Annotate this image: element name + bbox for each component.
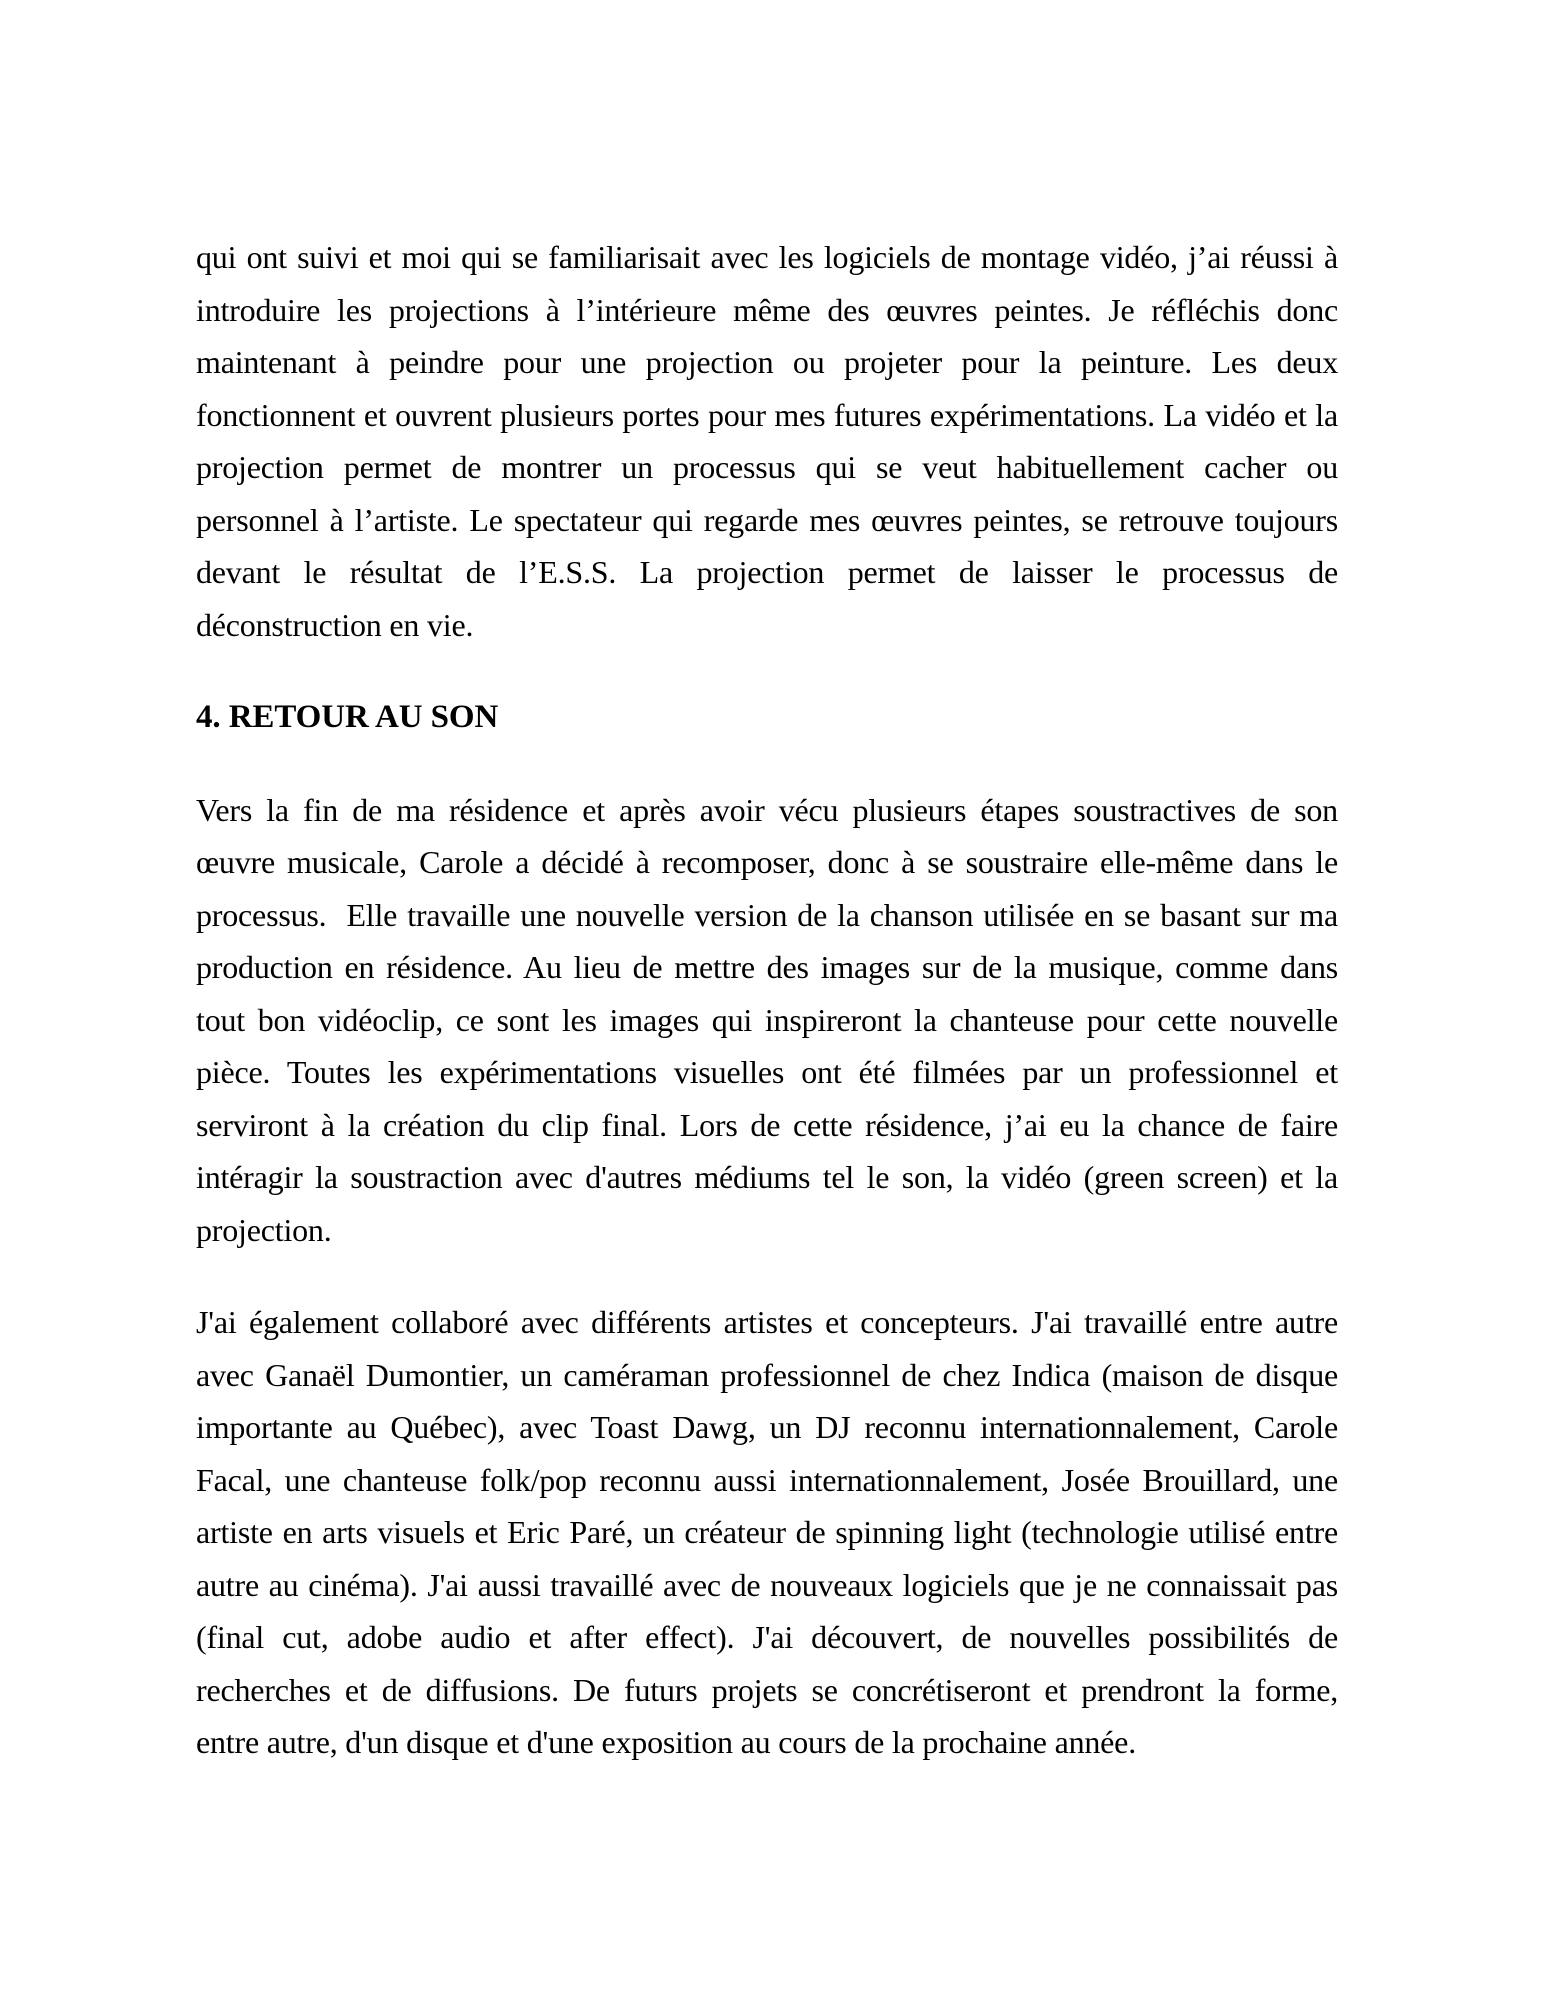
- text-line: œuvre musicale, Carole a décidé à recomposer, donc à se soustraire elle-même dans le: [196, 844, 1338, 880]
- text-line: avec Ganaël Dumontier, un caméraman professionnel de chez Indica (maison de disque: [196, 1356, 1338, 1393]
- text-line: processus. Elle travaille une nouvelle version de la chanson utilisée en se basant sur ma: [196, 896, 1338, 933]
- text-line: artiste en arts visuels et Eric Paré, un créateur de spinning light (technologie utilisé entre: [196, 1514, 1338, 1550]
- text-line: autre au cinéma). J'ai aussi travaillé avec de nouveaux logiciels que je ne connaissait pas: [196, 1566, 1338, 1603]
- text-line: serviront à la création du clip final. Lors de cette résidence, j’ai eu la chance de faire: [196, 1106, 1338, 1143]
- text-line: entre autre, d'un disque et d'une exposition au cours de la prochaine année.: [196, 1724, 1136, 1760]
- text-line: tout bon vidéoclip, ce sont les images qui inspireront la chanteuse pour cette nouvelle: [196, 1001, 1338, 1038]
- text-line: importante au Québec), avec Toast Dawg, un DJ reconnu internationnalement, Carole: [196, 1409, 1338, 1445]
- text-line: personnel à l’artiste. Le spectateur qui regarde mes œuvres peintes, se retrouve toujours: [196, 501, 1338, 538]
- paragraph: [196, 1296, 1338, 1769]
- text-line: projection permet de montrer un processus qui se veut habituellement cacher ou: [196, 449, 1338, 485]
- text-line: maintenant à peindre pour une projection ou projeter pour la peinture. Les deux: [196, 344, 1338, 380]
- text-line: introduire les projections à l’intérieure même des œuvres peintes. Je réfléchis donc: [196, 291, 1338, 328]
- text-line: qui ont suivi et moi qui se familiarisait avec les logiciels de montage vidéo, j’ai réussi à: [196, 239, 1338, 275]
- text-line: Vers la fin de ma résidence et après avoir vécu plusieurs étapes soustractives de son: [196, 791, 1338, 828]
- text-line: fonctionnent et ouvrent plusieurs portes pour mes futures expérimentations. La vidéo et la: [196, 396, 1338, 433]
- section-heading: 4. RETOUR AU SON: [196, 699, 499, 735]
- text-line: devant le résultat de l’E.S.S. La projection permet de laisser le processus de: [196, 554, 1338, 590]
- text-line: (final cut, adobe audio et after effect). J'ai découvert, de nouvelles possibilités de: [196, 1619, 1338, 1655]
- text-line: J'ai également collaboré avec différents artistes et concepteurs. J'ai travaillé entre autre: [196, 1304, 1338, 1340]
- text-line: pièce. Toutes les expérimentations visuelles ont été filmées par un professionnel et: [196, 1054, 1338, 1090]
- document-content: [196, 231, 1338, 1809]
- text-line: production en résidence. Au lieu de mettre des images sur de la musique, comme dans: [196, 949, 1338, 985]
- paragraph: [196, 784, 1338, 1257]
- text-line: déconstruction en vie.: [196, 606, 474, 643]
- text-line: recherches et de diffusions. De futurs projets se concrétiseront et prendront la forme,: [196, 1671, 1338, 1708]
- text-line: projection.: [196, 1211, 332, 1248]
- text-line: intéragir la soustraction avec d'autres médiums tel le son, la vidéo (green screen) et la: [196, 1159, 1338, 1195]
- text-line: Facal, une chanteuse folk/pop reconnu aussi internationnalement, Josée Brouillard, une: [196, 1461, 1338, 1498]
- paragraph: [196, 231, 1338, 651]
